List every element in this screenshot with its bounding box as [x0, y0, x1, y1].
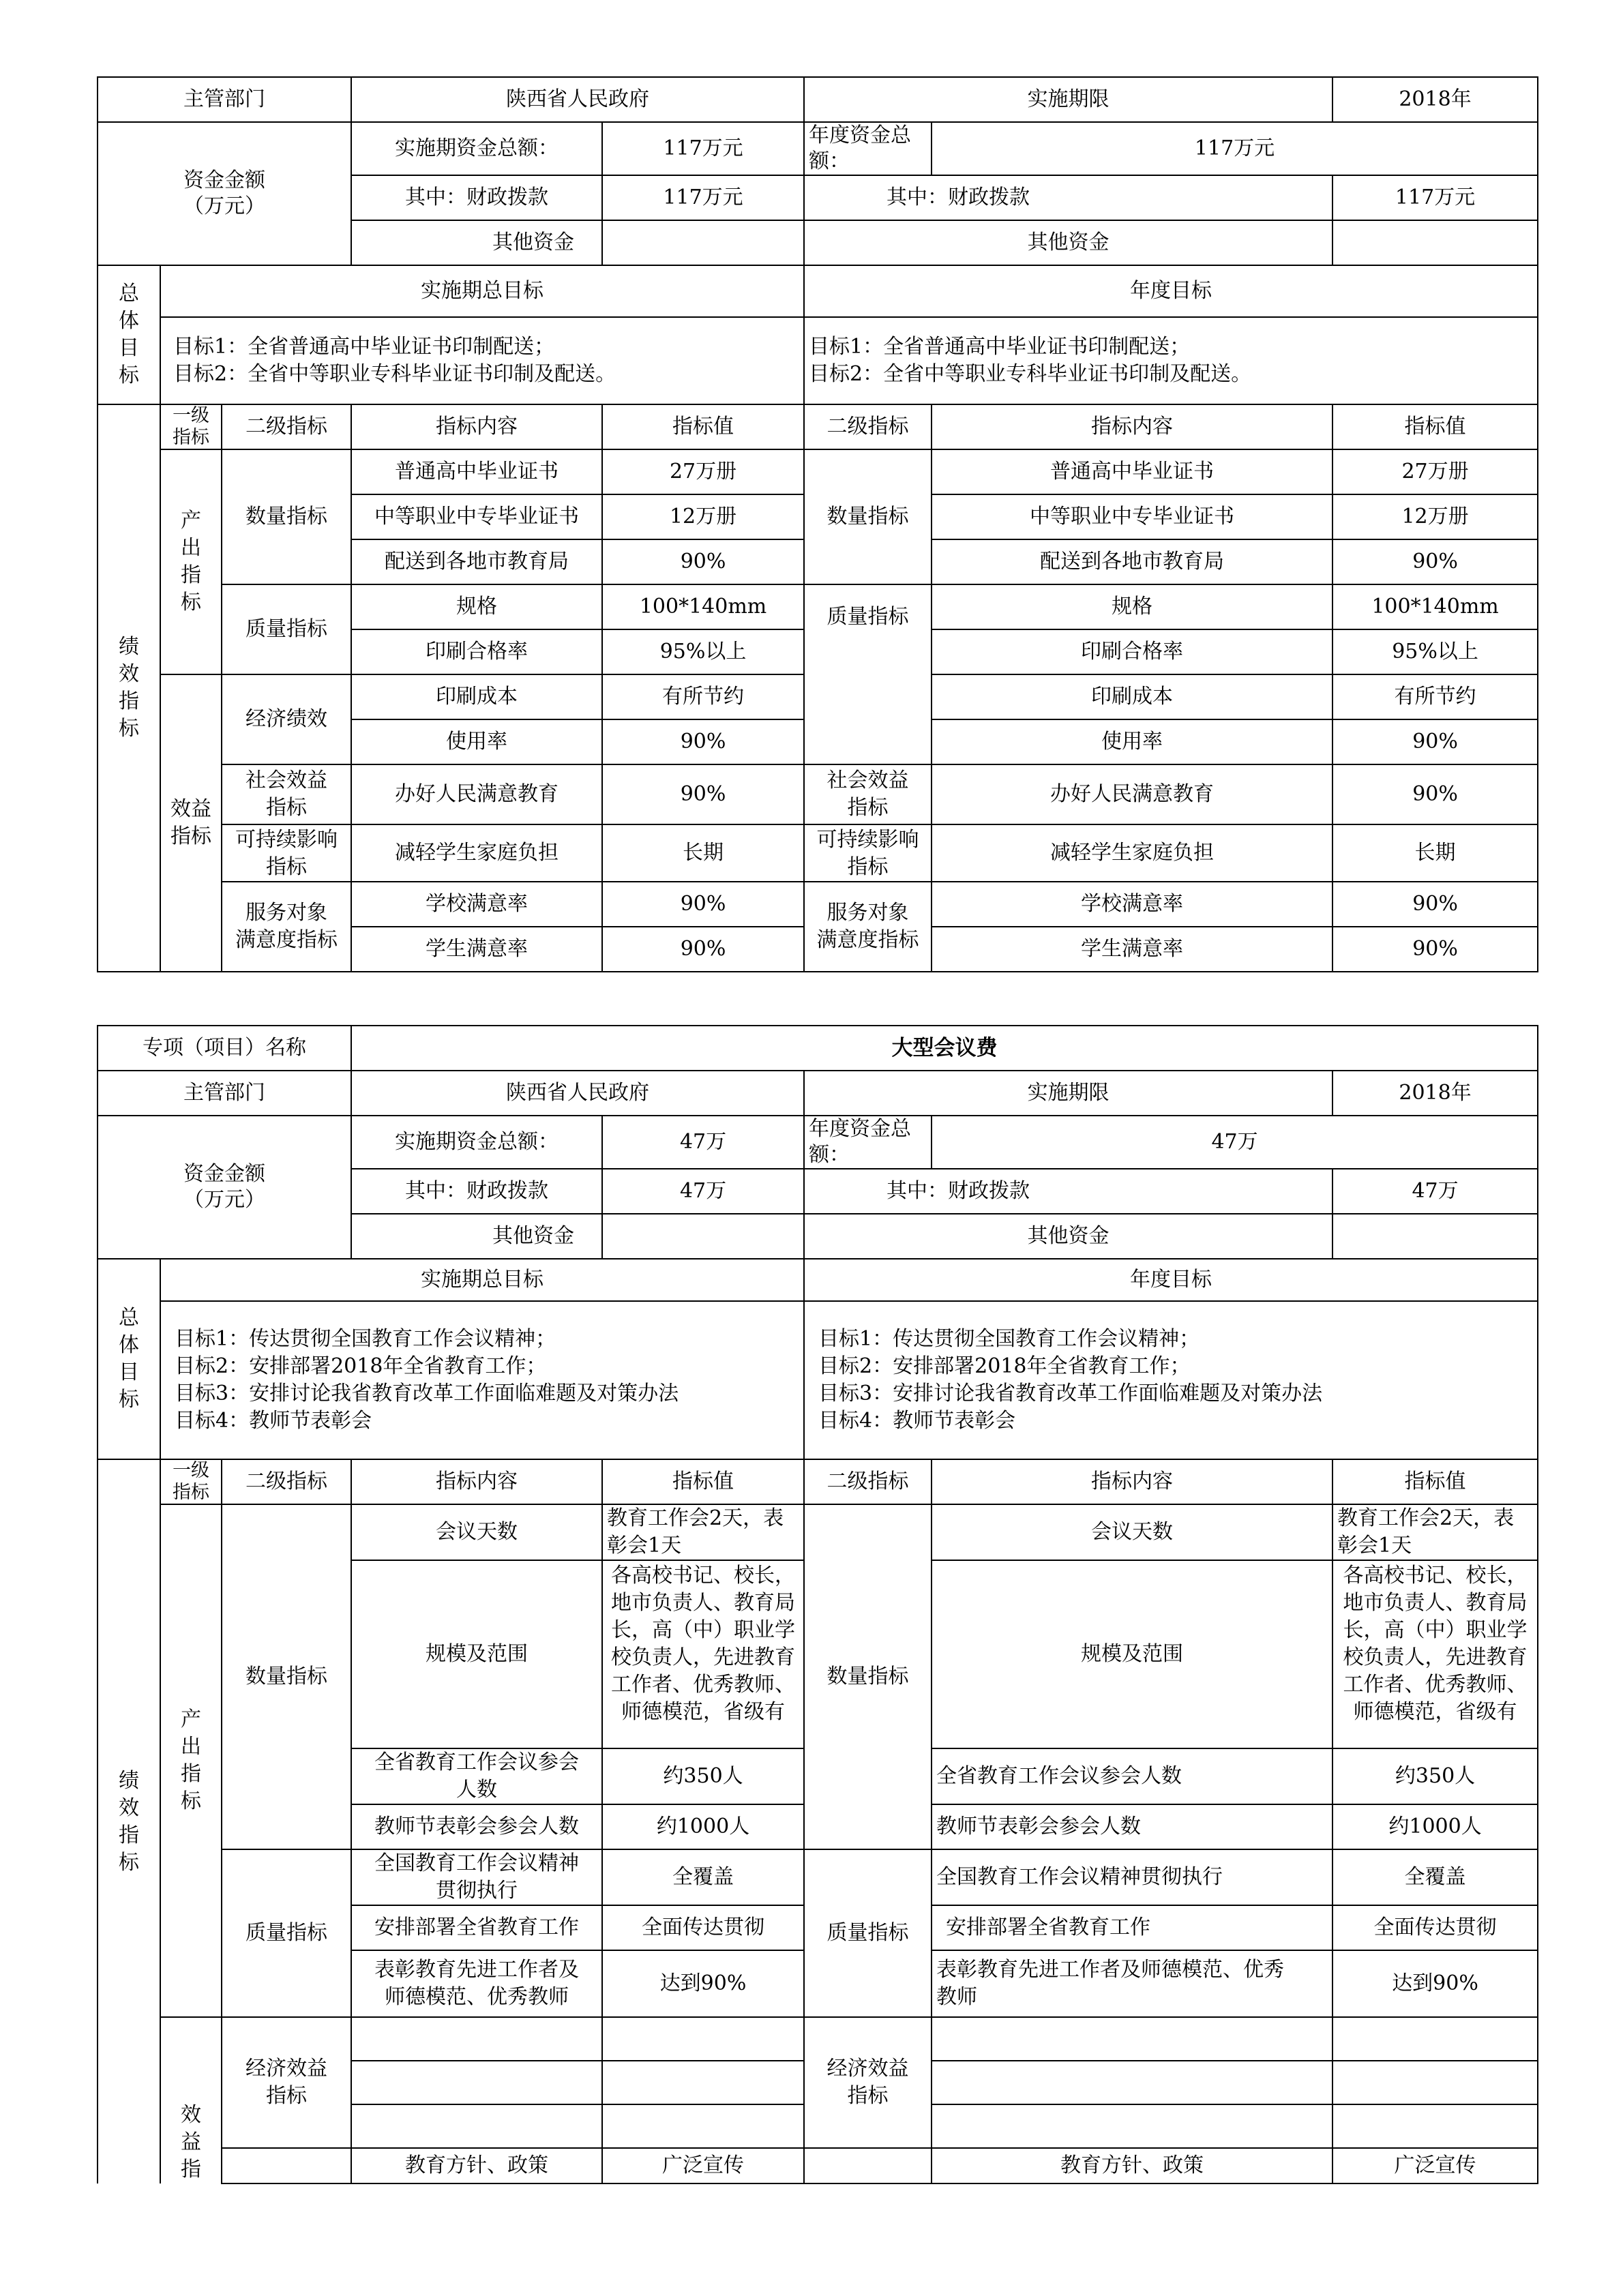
- period-label: 实施期限: [804, 1071, 1332, 1116]
- dept-value: 陕西省人民政府: [351, 77, 804, 122]
- indicator-value-year: 约350人: [1332, 1748, 1538, 1804]
- quality-label-year: 质量指标: [804, 584, 932, 764]
- indicator-value: 27万册: [602, 449, 804, 494]
- indicator-value-year: 广泛宣传: [1332, 2148, 1538, 2183]
- period-other-value: [602, 1214, 804, 1259]
- indicator-content-year: 全国教育工作会议精神贯彻执行: [932, 1849, 1332, 1905]
- social-label-blank-year: [804, 2148, 932, 2183]
- funds-label: 资金金额 （万元）: [98, 122, 351, 265]
- economic-label: 经济绩效: [222, 674, 351, 764]
- scope-value-text-year: 各高校书记、校长，地市负责人、教育局长，高（中）职业学校负责人，先进教育工作者、优秀教师、师德模范，省级有: [1343, 1564, 1528, 1724]
- indicator-content-year: 表彰教育先进工作者及师德模范、优秀 教师: [932, 1950, 1332, 2017]
- quantity-label-year: 数量指标: [804, 449, 932, 584]
- level2-header-year: 二级指标: [804, 1459, 932, 1504]
- service-label: 服务对象 满意度指标: [222, 882, 351, 972]
- goals-period-text: 目标1：传达贯彻全国教育工作会议精神； 目标2：安排部署2018年全省教育工作； 目标3：安排讨论我省教育改革工作面临难题及对策办法 目标4：教师节表彰会: [160, 1301, 804, 1459]
- indicator-value: [602, 2017, 804, 2061]
- period-fiscal-label: 其中：财政拨款: [351, 1169, 602, 1214]
- indicator-content: 办好人民满意教育: [351, 764, 602, 824]
- indicator-value: 约350人: [602, 1748, 804, 1804]
- social-label: 社会效益 指标: [222, 764, 351, 824]
- indicator-value-year: 约1000人: [1332, 1804, 1538, 1849]
- sustain-label-year: 可持续影响 指标: [804, 824, 932, 882]
- indicator-content-year: 学生满意率: [932, 927, 1332, 972]
- indicator-value: 90%: [602, 927, 804, 972]
- social-label-year: 社会效益 指标: [804, 764, 932, 824]
- indicator-content: 规格: [351, 584, 602, 629]
- period-total-label: 实施期资金总额：: [351, 1116, 602, 1169]
- social-label-blank: [222, 2148, 351, 2183]
- indicator-content: 安排部署全省教育工作: [351, 1905, 602, 1950]
- indicator-content-year: 中等职业中专毕业证书: [932, 494, 1332, 539]
- level1-header: 一级 指标: [160, 404, 222, 449]
- level2-header: 二级指标: [222, 404, 351, 449]
- period-other-value: [602, 220, 804, 265]
- indicator-value-year: 90%: [1332, 764, 1538, 824]
- indicator-value: 约1000人: [602, 1804, 804, 1849]
- indicator-value-year: 12万册: [1332, 494, 1538, 539]
- year-fiscal-value: 117万元: [1332, 175, 1538, 220]
- perf-block-label: 绩 效 指 标: [98, 1459, 160, 2183]
- indicator-content: 全省教育工作会议参会 人数: [351, 1748, 602, 1804]
- year-other-value: [1332, 220, 1538, 265]
- indicator-value-year: 27万册: [1332, 449, 1538, 494]
- indicator-value-year: 全覆盖: [1332, 1849, 1538, 1905]
- indicator-value-year: 95%以上: [1332, 629, 1538, 674]
- perf-block-label: 绩 效 指 标: [98, 404, 160, 972]
- indicator-value: 全面传达贯彻: [602, 1905, 804, 1950]
- indicator-value-year: [1332, 2017, 1538, 2061]
- project-name-value: 大型会议费: [351, 1026, 1538, 1071]
- indicator-value: 90%: [602, 719, 804, 764]
- quality-label: 质量指标: [222, 1849, 351, 2017]
- indicator-value: 广泛宣传: [602, 2148, 804, 2183]
- goal-year-header: 年度目标: [804, 1259, 1538, 1301]
- period-total-value: 47万: [602, 1116, 804, 1169]
- goal-period-header: 实施期总目标: [160, 265, 804, 317]
- year-total-value: 117万元: [932, 122, 1538, 175]
- period-fiscal-value: 47万: [602, 1169, 804, 1214]
- content-header-year: 指标内容: [932, 1459, 1332, 1504]
- indicator-content-year: 教育方针、政策: [932, 2148, 1332, 2183]
- indicator-value: 达到90%: [602, 1950, 804, 2017]
- goal-period-header: 实施期总目标: [160, 1259, 804, 1301]
- indicator-content-year: 印刷成本: [932, 674, 1332, 719]
- indicator-content-year: 学校满意率: [932, 882, 1332, 927]
- indicator-value: 全覆盖: [602, 1849, 804, 1905]
- indicator-value: 教育工作会2天，表彰会1天: [602, 1504, 804, 1560]
- period-total-value: 117万元: [602, 122, 804, 175]
- indicator-value-year: 90%: [1332, 927, 1538, 972]
- dept-label: 主管部门: [98, 77, 351, 122]
- indicator-value: [602, 2061, 804, 2104]
- scope-value-text: 各高校书记、校长，地市负责人、教育局长，高（中）职业学校负责人，先进教育工作者、优秀教师、师德模范，省级有: [611, 1564, 796, 1724]
- year-other-value: [1332, 1214, 1538, 1259]
- goal-year-header: 年度目标: [804, 265, 1538, 317]
- indicator-content-year: 配送到各地市教育局: [932, 539, 1332, 584]
- period-other-label: 其他资金: [351, 1214, 602, 1259]
- budget-table-conference: [97, 1025, 1537, 2184]
- output-label: 产 出 指 标: [160, 449, 222, 674]
- quantity-label: 数量指标: [222, 1504, 351, 1849]
- goals-year-text: 目标1：传达贯彻全国教育工作会议精神； 目标2：安排部署2018年全省教育工作； 目标3：安排讨论我省教育改革工作面临难题及对策办法 目标4：教师节表彰会: [804, 1301, 1538, 1459]
- indicator-content: 表彰教育先进工作者及 师德模范、优秀教师: [351, 1950, 602, 2017]
- indicator-content: 教育方针、政策: [351, 2148, 602, 2183]
- indicator-content: [351, 2061, 602, 2104]
- indicator-value: 100*140mm: [602, 584, 804, 629]
- period-total-label: 实施期资金总额：: [351, 122, 602, 175]
- quality-label: 质量指标: [222, 584, 351, 674]
- indicator-value-year: 有所节约: [1332, 674, 1538, 719]
- goals-year-text: 目标1：全省普通高中毕业证书印制配送； 目标2：全省中等职业专科毕业证书印制及配送。: [804, 317, 1538, 404]
- year-fiscal-label: 其中：财政拨款: [804, 175, 1332, 220]
- year-fiscal-value: 47万: [1332, 1169, 1538, 1214]
- dept-label: 主管部门: [98, 1071, 351, 1116]
- period-other-label: 其他资金: [351, 220, 602, 265]
- indicator-content: 学生满意率: [351, 927, 602, 972]
- indicator-value: [602, 2104, 804, 2148]
- sustain-label: 可持续影响 指标: [222, 824, 351, 882]
- indicator-content: 使用率: [351, 719, 602, 764]
- goals-period-text: 目标1：全省普通高中毕业证书印制配送； 目标2：全省中等职业专科毕业证书印制及配送。: [160, 317, 804, 404]
- content-header: 指标内容: [351, 1459, 602, 1504]
- indicator-content: 规模及范围: [351, 1560, 602, 1748]
- period-fiscal-label: 其中：财政拨款: [351, 175, 602, 220]
- year-total-label: 年度资金总额：: [804, 1116, 932, 1169]
- output-label: 产 出 指 标: [160, 1504, 222, 2017]
- indicator-content-year: [932, 2104, 1332, 2148]
- indicator-content-year: 减轻学生家庭负担: [932, 824, 1332, 882]
- content-header-year: 指标内容: [932, 404, 1332, 449]
- benefit-label: 效益 指标: [160, 674, 222, 972]
- budget-table-certificates: [97, 76, 1537, 972]
- goal-block-label: 总 体 目 标: [98, 265, 160, 404]
- indicator-value: 有所节约: [602, 674, 804, 719]
- value-header-year: 指标值: [1332, 1459, 1538, 1504]
- indicator-value-year: 达到90%: [1332, 1950, 1538, 2017]
- indicator-value: 90%: [602, 539, 804, 584]
- indicator-content: 印刷成本: [351, 674, 602, 719]
- indicator-content-year: [932, 2017, 1332, 2061]
- value-header: 指标值: [602, 404, 804, 449]
- indicator-content-year: 印刷合格率: [932, 629, 1332, 674]
- indicator-value: 90%: [602, 882, 804, 927]
- indicator-content-year: 规格: [932, 584, 1332, 629]
- indicator-value-year: 90%: [1332, 539, 1538, 584]
- indicator-value-year: 教育工作会2天，表彰会1天: [1332, 1504, 1538, 1560]
- indicator-content: 会议天数: [351, 1504, 602, 1560]
- indicator-value: 12万册: [602, 494, 804, 539]
- indicator-value-year: [1332, 2061, 1538, 2104]
- indicator-content-year: 安排部署全省教育工作: [932, 1905, 1332, 1950]
- economic-label-year: 经济效益 指标: [804, 2017, 932, 2148]
- year-fiscal-label: 其中：财政拨款: [804, 1169, 1332, 1214]
- service-label-year: 服务对象 满意度指标: [804, 882, 932, 972]
- period-label: 实施期限: [804, 77, 1332, 122]
- indicator-content: 中等职业中专毕业证书: [351, 494, 602, 539]
- indicator-content: 普通高中毕业证书: [351, 449, 602, 494]
- indicator-content: 教师节表彰会参会人数: [351, 1804, 602, 1849]
- indicator-value-year: [1332, 1560, 1538, 1748]
- indicator-content: 学校满意率: [351, 882, 602, 927]
- indicator-content-year: 普通高中毕业证书: [932, 449, 1332, 494]
- year-total-value: 47万: [932, 1116, 1538, 1169]
- indicator-content: [351, 2017, 602, 2061]
- indicator-content-year: 办好人民满意教育: [932, 764, 1332, 824]
- indicator-value-year: 90%: [1332, 882, 1538, 927]
- level2-header: 二级指标: [222, 1459, 351, 1504]
- benefit-label: 效 益 指: [160, 2017, 222, 2183]
- dept-value: 陕西省人民政府: [351, 1071, 804, 1116]
- indicator-content: 印刷合格率: [351, 629, 602, 674]
- level2-header-year: 二级指标: [804, 404, 932, 449]
- quantity-label: 数量指标: [222, 449, 351, 584]
- economic-label: 经济效益 指标: [222, 2017, 351, 2148]
- indicator-value-year: 长期: [1332, 824, 1538, 882]
- value-header-year: 指标值: [1332, 404, 1538, 449]
- indicator-content: 配送到各地市教育局: [351, 539, 602, 584]
- period-value: 2018年: [1332, 1071, 1538, 1116]
- content-header: 指标内容: [351, 404, 602, 449]
- indicator-value-year: 100*140mm: [1332, 584, 1538, 629]
- value-header: 指标值: [602, 1459, 804, 1504]
- indicator-value-year: 90%: [1332, 719, 1538, 764]
- indicator-content: 减轻学生家庭负担: [351, 824, 602, 882]
- quantity-label-year: 数量指标: [804, 1504, 932, 1849]
- indicator-content: 全国教育工作会议精神 贯彻执行: [351, 1849, 602, 1905]
- project-name-label: 专项（项目）名称: [98, 1026, 351, 1071]
- year-total-label: 年度资金总额：: [804, 122, 932, 175]
- year-other-label: 其他资金: [804, 220, 1332, 265]
- indicator-content: [351, 2104, 602, 2148]
- indicator-value-year: [1332, 2104, 1538, 2148]
- indicator-content-year: 全省教育工作会议参会人数: [932, 1748, 1332, 1804]
- funds-label: 资金金额 （万元）: [98, 1116, 351, 1259]
- indicator-content-year: 规模及范围: [932, 1560, 1332, 1748]
- indicator-content-year: 会议天数: [932, 1504, 1332, 1560]
- indicator-value: [602, 1560, 804, 1748]
- quality-label-year: 质量指标: [804, 1849, 932, 2017]
- period-fiscal-value: 117万元: [602, 175, 804, 220]
- indicator-value: 90%: [602, 764, 804, 824]
- indicator-value: 95%以上: [602, 629, 804, 674]
- period-value: 2018年: [1332, 77, 1538, 122]
- level1-header: 一级 指标: [160, 1459, 222, 1504]
- year-other-label: 其他资金: [804, 1214, 1332, 1259]
- indicator-value-year: 全面传达贯彻: [1332, 1905, 1538, 1950]
- indicator-value: 长期: [602, 824, 804, 882]
- goal-block-label: 总 体 目 标: [98, 1259, 160, 1459]
- indicator-content-year: [932, 2061, 1332, 2104]
- indicator-content-year: 教师节表彰会参会人数: [932, 1804, 1332, 1849]
- indicator-content-year: 使用率: [932, 719, 1332, 764]
